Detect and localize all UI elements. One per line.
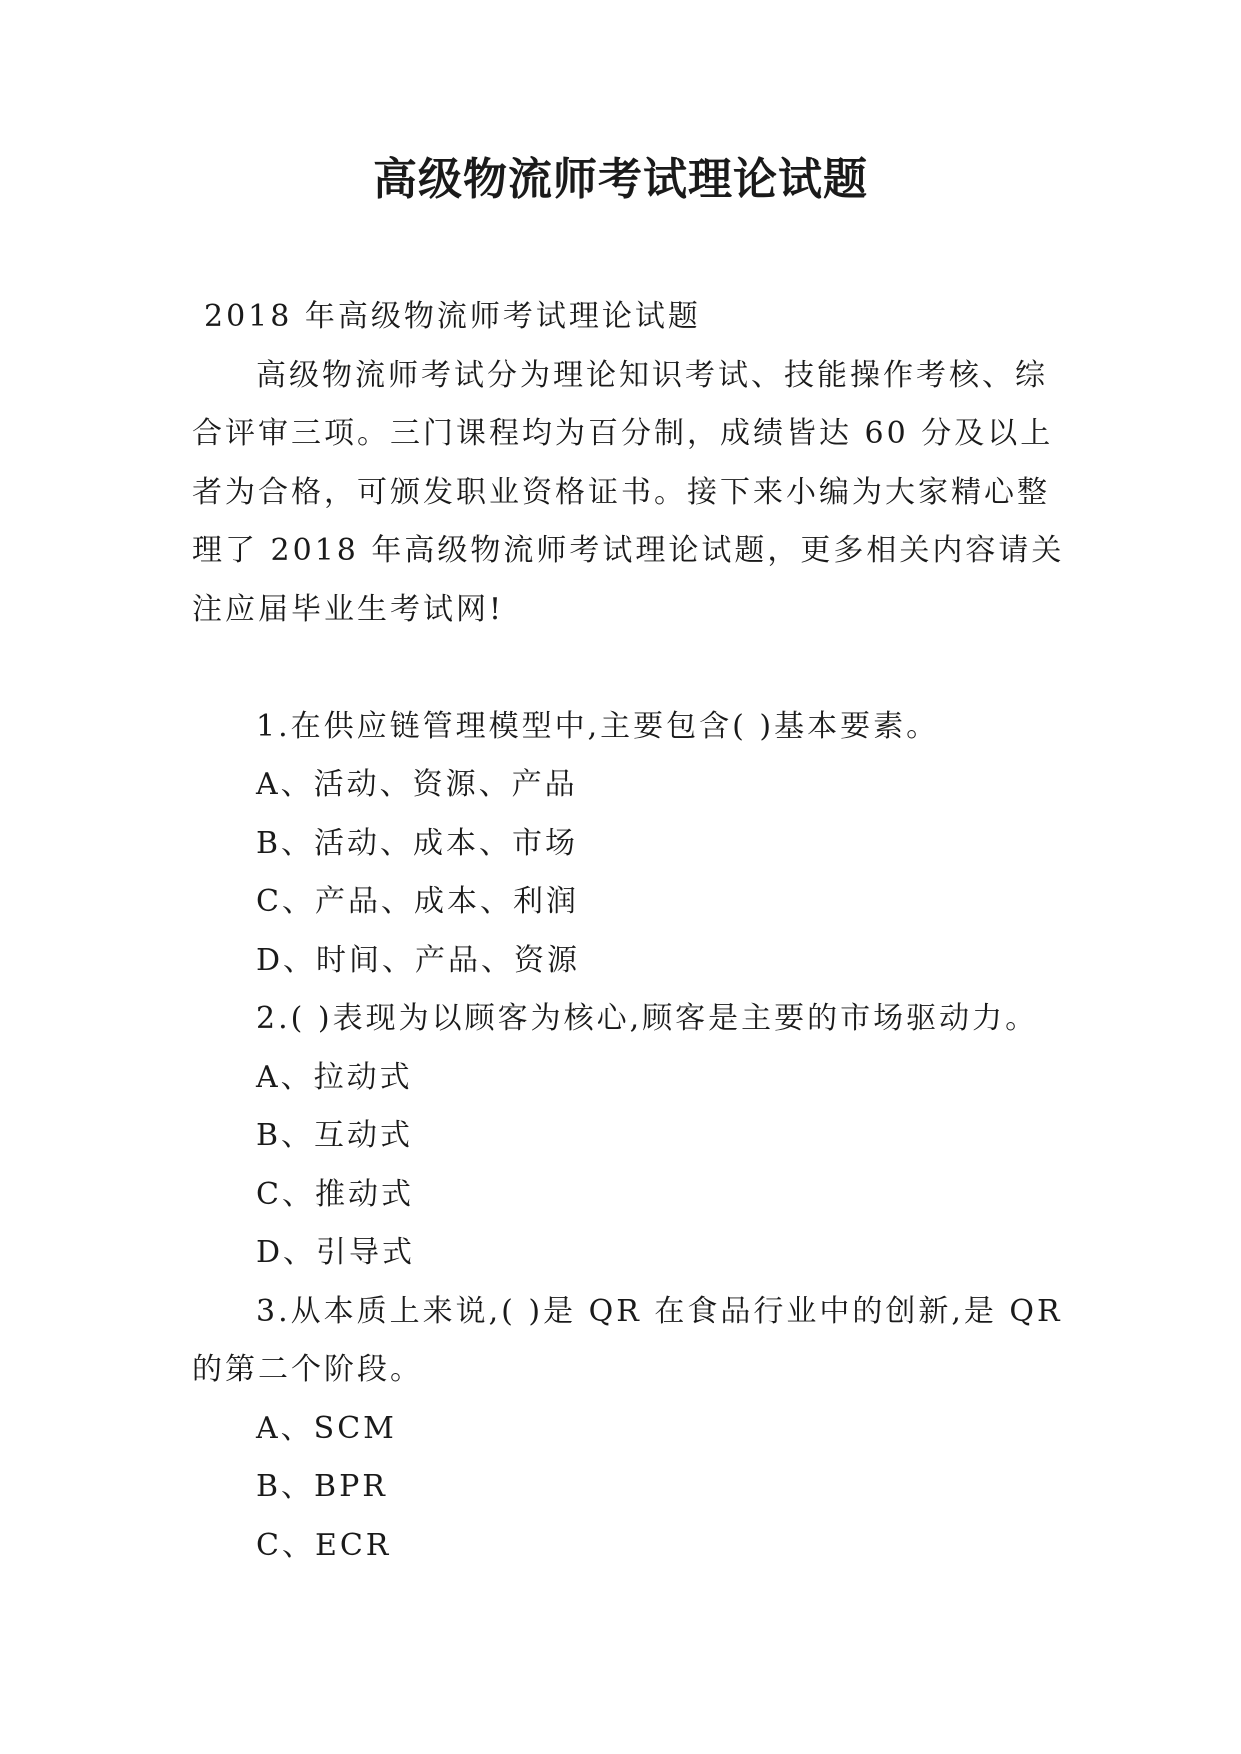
document-subtitle: 2018 年高级物流师考试理论试题 (204, 299, 701, 334)
document-body (192, 288, 1072, 1575)
document-title: 高级物流师考试理论试题 (373, 154, 868, 205)
question-option: B、活动、成本、市场 (256, 825, 579, 861)
question-stem: 1.在供应链管理模型中,主要包含( )基本要素。 (256, 708, 940, 744)
question-option: A、SCM (256, 1410, 397, 1446)
intro-line: 者为合格，可颁发职业资格证书。接下来小编为大家精心整 (192, 474, 1050, 510)
paragraph-gap (192, 639, 1072, 698)
intro-line: 高级物流师考试分为理论知识考试、技能操作考核、综 (256, 357, 1048, 393)
question-option: D、引导式 (256, 1235, 416, 1270)
question-2 (192, 990, 1072, 1283)
question-option: B、互动式 (256, 1118, 414, 1153)
question-stem-continuation: 的第二个阶段。 (192, 1352, 423, 1387)
question-option: A、活动、资源、产品 (256, 767, 578, 802)
question-option: A、拉动式 (256, 1059, 413, 1095)
intro-paragraph (192, 347, 1072, 640)
intro-line: 合评审三项。三门课程均为百分制，成绩皆达 60 分及以上 (192, 416, 1054, 451)
intro-line: 注应届毕业生考试网! (192, 591, 505, 627)
question-option: B、BPR (256, 1469, 388, 1504)
question-option: C、产品、成本、利润 (256, 884, 579, 919)
question-option: D、时间、产品、资源 (256, 942, 581, 978)
question-option: C、ECR (256, 1527, 392, 1563)
question-option: C、推动式 (256, 1176, 414, 1212)
question-stem: 3.从本质上来说,( )是 QR 在食品行业中的创新,是 QR (256, 1293, 1063, 1329)
question-3 (192, 1283, 1072, 1576)
question-1 (192, 698, 1072, 991)
intro-line: 理了 2018 年高级物流师考试理论试题，更多相关内容请关 (192, 533, 1065, 568)
question-stem: 2.( )表现为以顾客为核心,顾客是主要的市场驱动力。 (256, 1001, 1039, 1036)
